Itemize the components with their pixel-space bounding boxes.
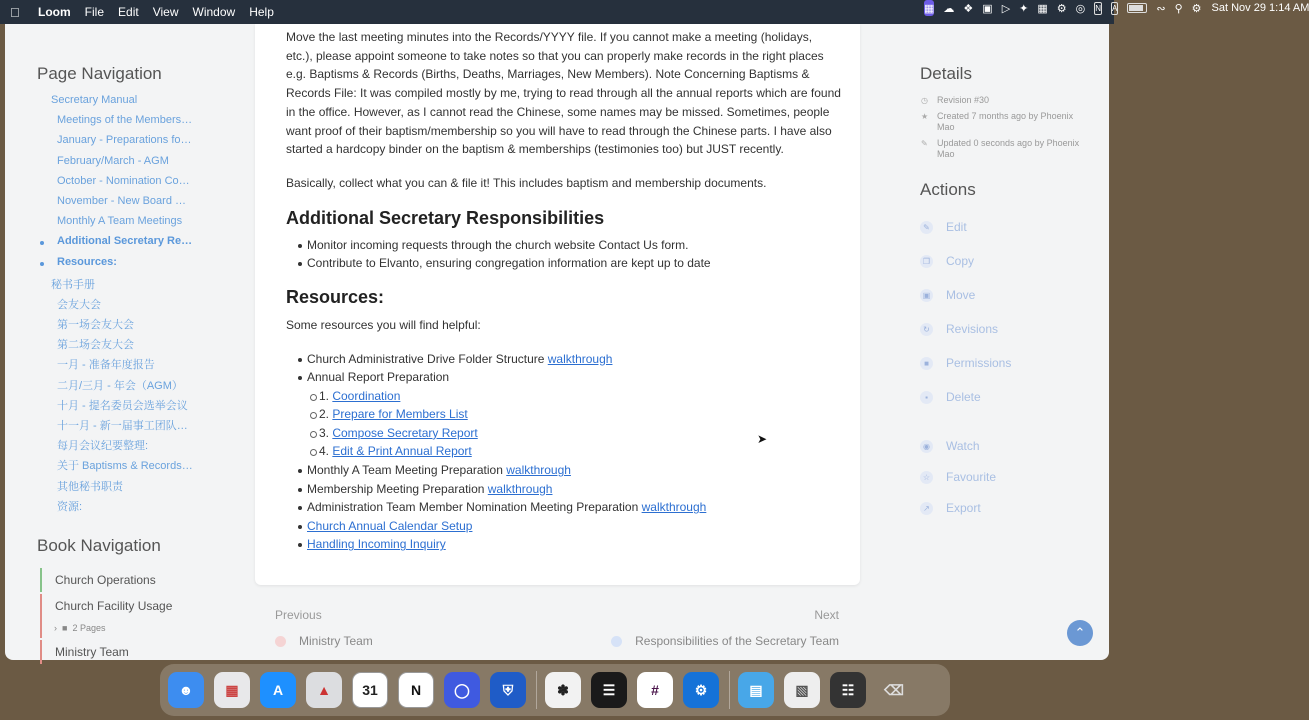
apple-icon[interactable]: [10, 5, 28, 20]
sidebar-nav-item[interactable]: Secretary Manual: [51, 94, 138, 106]
affinity-icon[interactable]: ▲: [306, 672, 342, 708]
gear-app-icon[interactable]: ⚙: [683, 672, 719, 708]
menu-edit[interactable]: Edit: [118, 5, 139, 19]
watch-action[interactable]: ◉ Watch: [920, 439, 980, 453]
export-icon: ↗: [920, 502, 933, 515]
chatgpt-icon[interactable]: ✽: [545, 672, 581, 708]
book-icon: [275, 636, 286, 647]
sidebar-nav-item[interactable]: 每月会议纪要整理:: [57, 440, 149, 453]
list-item: Monitor incoming requests through the church website Contact Us form.: [286, 236, 841, 255]
bitwarden-icon[interactable]: ⛨: [490, 672, 526, 708]
sidebar-nav-item[interactable]: Resources:: [37, 256, 237, 276]
history-icon: ↻: [920, 323, 933, 336]
sidebar-nav-item[interactable]: 秘书手册: [51, 278, 95, 291]
previous-page-link[interactable]: Ministry Team: [275, 634, 373, 648]
trash-icon[interactable]: ⌫: [884, 681, 904, 698]
menubar-clock[interactable]: Sat Nov 29 1:14 AM: [1211, 2, 1309, 14]
delete-action[interactable]: ▪ Delete: [920, 390, 981, 404]
sidebar-nav-item[interactable]: 一月 - 准备年度报告: [57, 359, 155, 372]
sidebar-nav-item[interactable]: Monthly A Team Meetings: [57, 215, 183, 228]
book-item-ministry-team[interactable]: Ministry Team: [40, 640, 230, 664]
dock-separator: [729, 671, 730, 709]
calendar-setup-link[interactable]: Church Annual Calendar Setup: [307, 518, 473, 533]
puzzle-icon[interactable]: ✦: [1019, 2, 1029, 15]
loom-recording-icon[interactable]: ▦: [924, 0, 934, 16]
move-action[interactable]: ▣ Move: [920, 288, 975, 302]
edit-action[interactable]: ✎ Edit: [920, 220, 967, 234]
coordination-link[interactable]: Coordination: [332, 388, 401, 403]
next-label: Next: [814, 608, 839, 622]
zip-archive-icon[interactable]: ▧: [784, 672, 820, 708]
layers-icon[interactable]: ☰: [591, 672, 627, 708]
app-window: [5, 24, 1109, 660]
star-icon: ☆: [920, 471, 933, 484]
sidebar-nav-item[interactable]: 会友大会: [57, 298, 101, 311]
actions-title: Actions: [920, 180, 976, 199]
list-item: [286, 535, 841, 554]
mouse-cursor: ➤: [757, 432, 768, 446]
launchpad-icon[interactable]: ▦: [214, 672, 250, 708]
page-navigation-title: Page Navigation: [37, 64, 162, 83]
finder-icon[interactable]: ☻: [168, 672, 204, 708]
list-item: Membership Meeting Preparation walkthrough: [286, 480, 841, 499]
menubar: [0, 0, 1309, 24]
revision-info: ◷ Revision #30: [921, 95, 990, 105]
eye-icon: ◉: [920, 440, 933, 453]
collect-paragraph: Basically, collect what you can & file it! This includes baptism and membership documents.: [286, 175, 767, 190]
copy-action[interactable]: ❐ Copy: [920, 254, 974, 268]
left-sidebar: [5, 24, 245, 660]
history-icon: ◷: [921, 96, 928, 105]
vpn-icon[interactable]: ◎: [1075, 2, 1086, 15]
nomination-walkthrough-link[interactable]: walkthrough: [641, 500, 707, 515]
sidebar-nav-item[interactable]: 资源:: [57, 500, 83, 513]
folder-icon: ▣: [920, 289, 933, 302]
book-item-church-facility-usage[interactable]: Church Facility Usage: [40, 594, 230, 618]
lock-icon: ■: [920, 357, 933, 370]
sidebar-nav-item[interactable]: November - New Board …: [57, 194, 186, 207]
menu-window[interactable]: Window: [192, 5, 236, 19]
permissions-action[interactable]: ■ Permissions: [920, 356, 1011, 370]
revisions-action[interactable]: ↻ Revisions: [920, 322, 998, 336]
sidebar-nav-item[interactable]: 第二场会友大会: [57, 339, 134, 352]
folder-icon[interactable]: ▤: [738, 672, 774, 708]
additional-list: [286, 236, 841, 273]
list-item: Monthly A Team Meeting Preparation walkthrough: [286, 461, 841, 480]
sidebar-nav-item[interactable]: 二月/三月 - 年会（AGM）: [57, 379, 183, 392]
heading-resources: Resources:: [286, 286, 385, 307]
sidebar-nav-item[interactable]: October - Nomination Co…: [57, 174, 190, 187]
heading-additional-responsibilities: Additional Secretary Responsibilities: [286, 207, 605, 228]
page-icon: [611, 636, 622, 647]
star-icon: ★: [921, 112, 929, 121]
membership-walkthrough-link[interactable]: walkthrough: [487, 481, 553, 496]
copy-icon: ❐: [920, 255, 933, 268]
downloads-stack-icon[interactable]: ☷: [830, 672, 866, 708]
search-icon[interactable]: ⚲: [1174, 2, 1183, 15]
notion-icon[interactable]: N: [398, 672, 434, 708]
notion-status-icon[interactable]: N: [1095, 3, 1102, 13]
sidebar-nav-item[interactable]: 第一场会友大会: [57, 319, 134, 332]
a-team-walkthrough-link[interactable]: walkthrough: [506, 463, 571, 478]
sidebar-nav-item[interactable]: February/March - AGM: [57, 154, 169, 167]
signal-icon[interactable]: ◯: [444, 672, 480, 708]
menu-help[interactable]: Help: [249, 5, 274, 19]
edit-icon: ✎: [920, 221, 933, 234]
prepare-members-list-link[interactable]: Prepare for Members List: [332, 407, 468, 422]
menu-view[interactable]: View: [152, 5, 179, 19]
details-title: Details: [920, 64, 972, 83]
sidebar-nav-item[interactable]: Meetings of the Members…: [57, 114, 193, 127]
book-item-church-operations[interactable]: Church Operations: [40, 568, 230, 592]
list-item: 4. Edit & Print Annual Report: [286, 442, 841, 461]
incoming-inquiry-link[interactable]: Handling Incoming Inquiry: [307, 537, 446, 552]
sidebar-nav-item[interactable]: January - Preparations fo…: [57, 134, 192, 147]
list-item: 3. Compose Secretary Report: [286, 424, 841, 443]
previous-label: Previous: [275, 608, 322, 622]
sidebar-nav-item[interactable]: Additional Secretary Re…: [37, 235, 237, 255]
menu-app-name[interactable]: Loom: [38, 5, 71, 19]
resources-intro: Some resources you will find helpful:: [286, 317, 481, 332]
book-navigation-title: Book Navigation: [37, 536, 161, 555]
sidebar-nav-item[interactable]: 关于 Baptisms & Records…: [57, 460, 193, 473]
wifi-icon[interactable]: ∾: [1156, 2, 1166, 15]
gear-status-icon[interactable]: ⚙: [1056, 2, 1067, 15]
book-sub-pages[interactable]: [40, 618, 230, 638]
scroll-to-top-button[interactable]: [1067, 620, 1093, 646]
dock: [160, 664, 950, 716]
page-navigation-list: [37, 94, 237, 518]
page-icon: ■: [62, 623, 68, 633]
chevron-up-icon: ⌃: [1074, 625, 1086, 640]
created-info: ★ Created 7 months ago by Phoenix Mao: [921, 111, 1074, 132]
menu-file[interactable]: File: [84, 5, 105, 19]
export-action[interactable]: ↗ Export: [920, 501, 981, 515]
drive-walkthrough-link[interactable]: walkthrough: [547, 351, 613, 366]
list-item: Annual Report Preparation: [286, 368, 841, 387]
dropbox-icon[interactable]: ❖: [963, 2, 974, 15]
list-item: [286, 517, 841, 536]
intro-paragraph: Move the last meeting minutes into the Records/YYYY file. If you cannot make a meeting (holidays, etc.), please appoint someone to take notes so that you can properly make records in the right places e.g. Baptisms & Records (Births, Deaths, Marriages, New Members). Note Concerning Baptisms & Records File: It was compiled mostly by me, trying to read through all the annual reports which are found in the office. However, as I cannot read the Chinese, some names may be missed. Sometimes, people want proof of their baptism/membership so you will have to read through the Chinese parts. I have also started a hardcopy binder on the baptism & memberships (testimonies too) but JUST recently.: [286, 30, 841, 157]
list-item: Administration Team Member Nomination Meeting Preparation walkthrough: [286, 498, 841, 517]
input-source-icon[interactable]: A: [1112, 3, 1118, 13]
next-page-link[interactable]: Responsibilities of the Secretary Team: [611, 634, 839, 648]
sidebar-nav-item[interactable]: 十月 - 提名委员会选举会议: [57, 399, 188, 412]
cloud-icon[interactable]: ☁: [943, 2, 955, 15]
sidebar-nav-item[interactable]: 其他秘书职责: [57, 480, 123, 493]
sidebar-nav-item[interactable]: 十一月 - 新一届事工团队…: [57, 420, 188, 432]
list-item: Contribute to Elvanto, ensuring congregation information are kept up to date: [286, 254, 841, 273]
slack-icon[interactable]: #: [637, 672, 673, 708]
trash-icon: ▪: [920, 391, 933, 404]
cast-icon[interactable]: ▷: [1001, 2, 1011, 15]
page-content-card: [255, 24, 860, 585]
resources-list: [286, 350, 841, 555]
list-item: Church Administrative Drive Folder Structure walkthrough: [286, 350, 841, 369]
dock-separator: [536, 671, 537, 709]
list-item: 1. Coordination: [286, 387, 841, 406]
updated-info: ✎ Updated 0 seconds ago by Phoenix Mao: [921, 138, 1080, 159]
display-icon[interactable]: ▣: [982, 2, 993, 15]
battery-icon[interactable]: [1127, 3, 1147, 13]
calendar-icon[interactable]: 31: [352, 672, 388, 708]
list-item: 2. Prepare for Members List: [286, 405, 841, 424]
app-store-icon[interactable]: A: [260, 672, 296, 708]
pencil-icon: ✎: [921, 139, 928, 148]
chevron-right-icon: ›: [54, 623, 57, 633]
page-content: [286, 28, 841, 554]
control-center-icon[interactable]: ⚙: [1191, 2, 1202, 15]
pages-count: 2 Pages: [72, 623, 106, 633]
favourite-action[interactable]: ☆ Favourite: [920, 470, 996, 484]
grid-icon[interactable]: ▦: [1037, 2, 1048, 15]
edit-print-annual-report-link[interactable]: Edit & Print Annual Report: [332, 444, 472, 459]
compose-secretary-report-link[interactable]: Compose Secretary Report: [332, 425, 478, 440]
